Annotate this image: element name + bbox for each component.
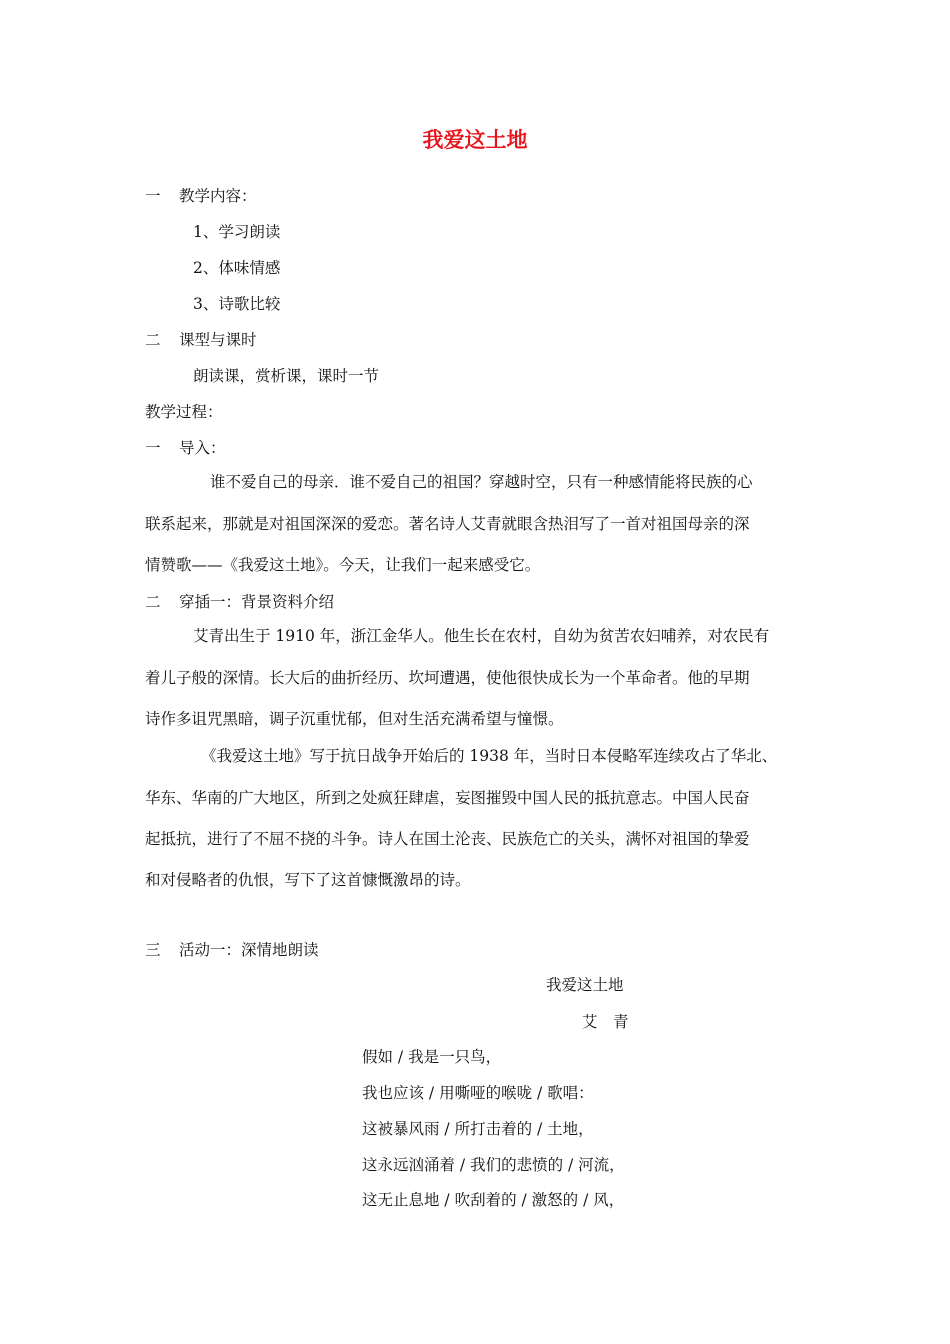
poem-author: 艾 青 <box>582 1013 629 1031</box>
paragraph-line: 谁不爱自己的母亲．谁不爱自己的祖国？穿越时空，只有一种感情能将民族的心 <box>210 473 753 491</box>
section-text: 朗读课，赏析课，课时一节 <box>193 367 380 385</box>
section-heading-activity <box>145 940 319 960</box>
list-item: 1、学习朗读 <box>193 223 281 241</box>
section-heading-type <box>145 330 257 350</box>
section-heading-background <box>145 592 334 612</box>
section-number: 二 <box>145 593 161 611</box>
process-label: 教学过程： <box>145 403 223 421</box>
poem-line: 这被暴风雨 / 所打击着的 / 土地， <box>362 1120 594 1138</box>
section-number: 三 <box>145 941 161 959</box>
section-heading-text: 活动一：深情地朗读 <box>179 941 319 959</box>
poem-line: 这无止息地 / 吹刮着的 / 激怒的 / 风， <box>362 1191 625 1209</box>
paragraph-line: 《我爱这土地》写于抗日战争开始后的 1938 年，当时日本侵略军连续攻占了华北、 <box>201 747 778 765</box>
list-item: 3、诗歌比较 <box>193 295 281 313</box>
paragraph-line: 艾青出生于 1910 年，浙江金华人。他生长在农村，自幼为贫苦农妇哺养，对农民有 <box>193 627 770 645</box>
section-number: 二 <box>145 331 161 349</box>
paragraph-line: 联系起来，那就是对祖国深深的爱恋。著名诗人艾青就眼含热泪写了一首对祖国母亲的深 <box>145 515 750 533</box>
page-title: 我爱这土地 <box>422 128 528 152</box>
poem-line: 这永远汹涌着 / 我们的悲愤的 / 河流， <box>362 1156 625 1174</box>
section-heading-text: 导入： <box>179 439 226 457</box>
poem-line: 我也应该 / 用嘶哑的喉咙 / 歌唱： <box>362 1084 594 1102</box>
section-number: 一 <box>145 187 161 205</box>
section-number: 一 <box>145 439 161 457</box>
section-heading-text: 穿插一：背景资料介绍 <box>179 593 335 611</box>
section-heading-intro <box>145 438 226 458</box>
paragraph-line: 和对侵略者的仇恨，写下了这首慷慨激昂的诗。 <box>145 871 471 889</box>
list-item: 2、体味情感 <box>193 259 281 277</box>
paragraph-line: 华东、华南的广大地区，所到之处疯狂肆虐，妄图摧毁中国人民的抵抗意志。中国人民奋 <box>145 789 750 807</box>
paragraph-line: 诗作多诅咒黑暗，调子沉重忧郁，但对生活充满希望与憧憬。 <box>145 710 564 728</box>
paragraph-line: 着儿子般的深情。长大后的曲折经历、坎坷遭遇，使他很快成长为一个革命者。他的早期 <box>145 669 750 687</box>
section-heading-text: 教学内容： <box>179 187 257 205</box>
poem-line: 假如 / 我是一只鸟， <box>362 1048 502 1066</box>
paragraph-line: 情赞歌——《我爱这土地》。今天，让我们一起来感受它。 <box>145 556 541 574</box>
poem-title: 我爱这土地 <box>546 976 624 994</box>
section-heading-text: 课型与课时 <box>179 331 257 349</box>
paragraph-line: 起抵抗，进行了不屈不挠的斗争。诗人在国土沦丧、民族危亡的关头，满怀对祖国的挚爱 <box>145 830 750 848</box>
section-heading-content <box>145 186 257 206</box>
